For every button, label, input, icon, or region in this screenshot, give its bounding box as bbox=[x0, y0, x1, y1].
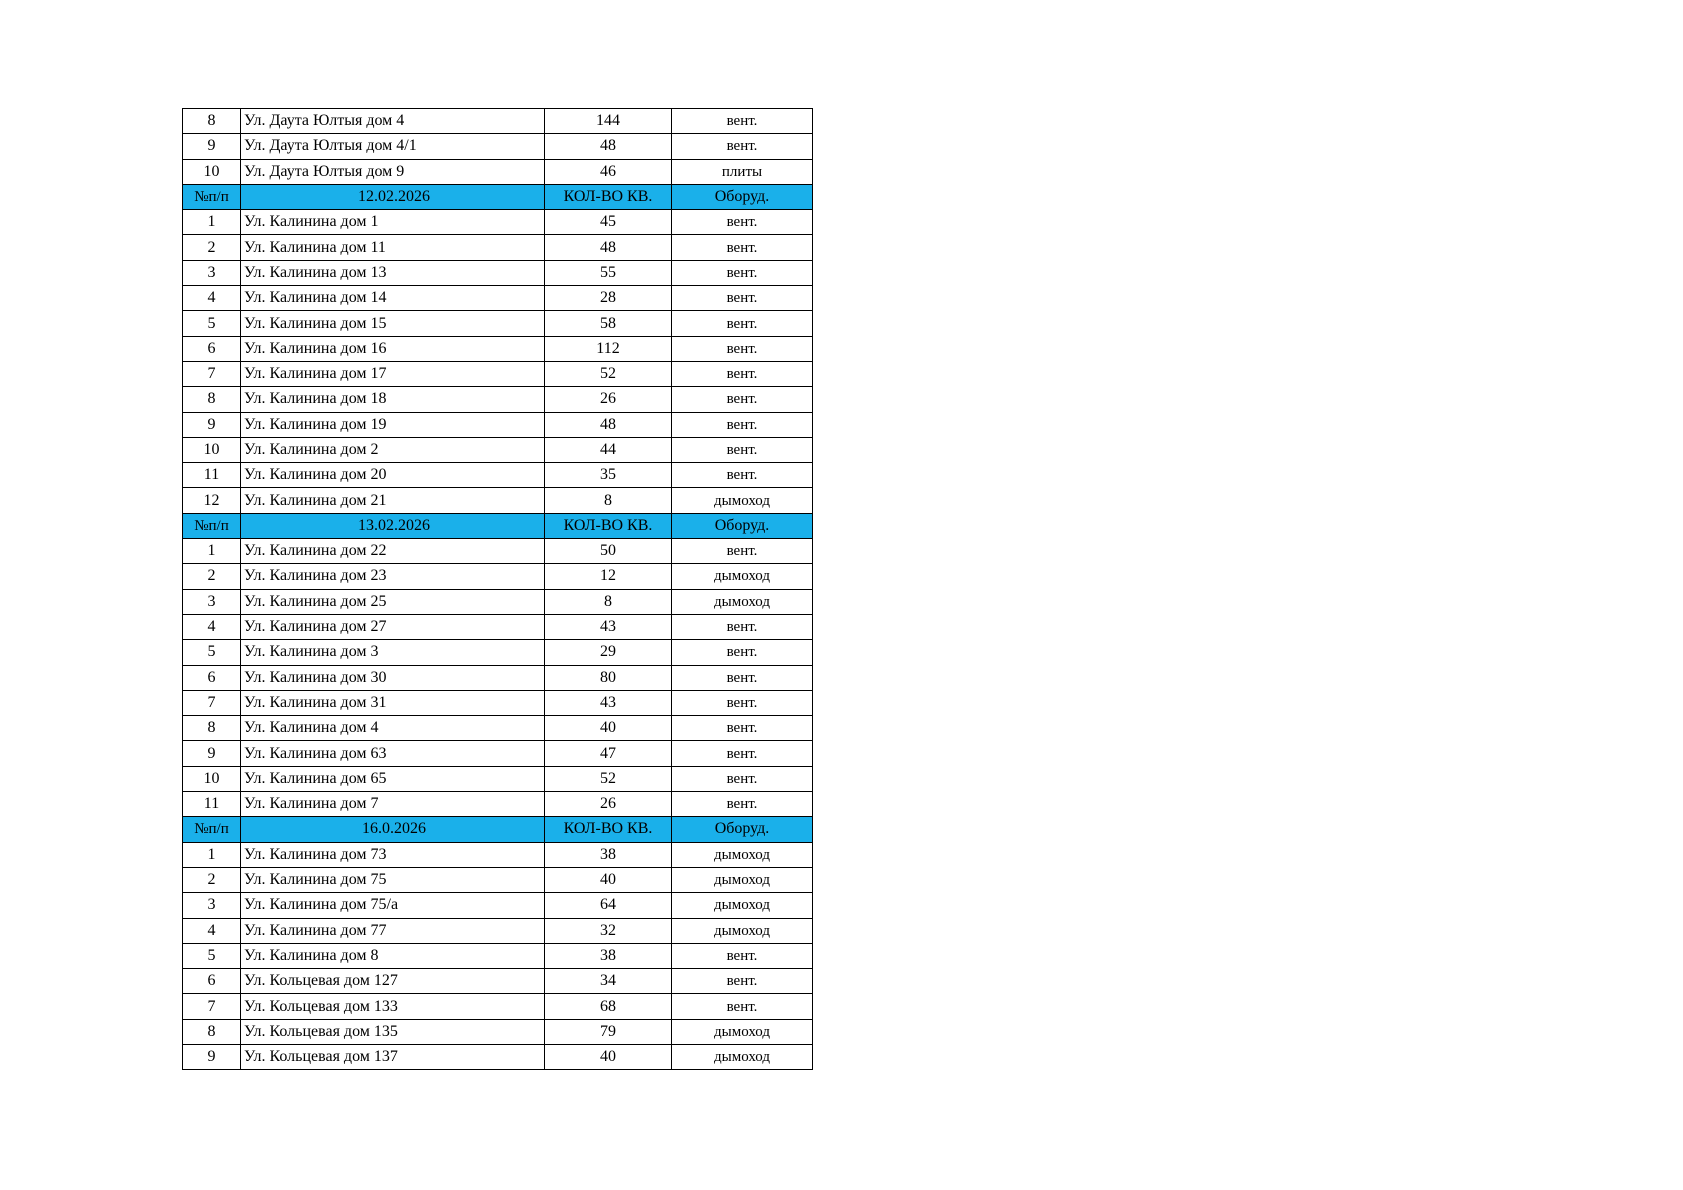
row-number-cell: 1 bbox=[183, 842, 241, 867]
address-cell: Ул. Калинина дом 15 bbox=[241, 311, 545, 336]
header-number-cell: №п/п bbox=[183, 513, 241, 538]
address-cell: Ул. Кольцевая дом 127 bbox=[241, 969, 545, 994]
header-quantity-cell: КОЛ-ВО КВ. bbox=[545, 817, 672, 842]
apartment-count-cell: 64 bbox=[545, 893, 672, 918]
row-number-cell: 9 bbox=[183, 741, 241, 766]
table-row bbox=[183, 690, 813, 715]
table-row bbox=[183, 260, 813, 285]
table-row bbox=[183, 640, 813, 665]
address-cell: Ул. Калинина дом 2 bbox=[241, 437, 545, 462]
equipment-cell: вент. bbox=[672, 134, 813, 159]
row-number-cell: 9 bbox=[183, 412, 241, 437]
address-cell: Ул. Калинина дом 4 bbox=[241, 716, 545, 741]
row-number-cell: 1 bbox=[183, 210, 241, 235]
row-number-cell: 1 bbox=[183, 539, 241, 564]
apartment-count-cell: 80 bbox=[545, 665, 672, 690]
apartment-count-cell: 29 bbox=[545, 640, 672, 665]
table-row bbox=[183, 311, 813, 336]
date-header-row bbox=[183, 513, 813, 538]
equipment-cell: вент. bbox=[672, 716, 813, 741]
row-number-cell: 6 bbox=[183, 336, 241, 361]
equipment-cell: вент. bbox=[672, 463, 813, 488]
apartment-count-cell: 38 bbox=[545, 842, 672, 867]
apartment-count-cell: 34 bbox=[545, 969, 672, 994]
header-equipment-cell: Оборуд. bbox=[672, 513, 813, 538]
header-quantity-cell: КОЛ-ВО КВ. bbox=[545, 184, 672, 209]
address-cell: Ул. Калинина дом 19 bbox=[241, 412, 545, 437]
row-number-cell: 2 bbox=[183, 235, 241, 260]
equipment-cell: вент. bbox=[672, 792, 813, 817]
header-number-cell: №п/п bbox=[183, 184, 241, 209]
table-row bbox=[183, 564, 813, 589]
apartment-count-cell: 48 bbox=[545, 134, 672, 159]
table-row bbox=[183, 286, 813, 311]
apartment-count-cell: 32 bbox=[545, 918, 672, 943]
apartment-count-cell: 38 bbox=[545, 943, 672, 968]
row-number-cell: 5 bbox=[183, 311, 241, 336]
header-date-cell: 13.02.2026 bbox=[241, 513, 545, 538]
table-row bbox=[183, 792, 813, 817]
address-cell: Ул. Калинина дом 75 bbox=[241, 867, 545, 892]
apartment-count-cell: 58 bbox=[545, 311, 672, 336]
apartment-count-cell: 26 bbox=[545, 387, 672, 412]
row-number-cell: 3 bbox=[183, 893, 241, 918]
apartment-count-cell: 68 bbox=[545, 994, 672, 1019]
address-cell: Ул. Калинина дом 1 bbox=[241, 210, 545, 235]
row-number-cell: 4 bbox=[183, 918, 241, 943]
row-number-cell: 11 bbox=[183, 463, 241, 488]
apartment-count-cell: 48 bbox=[545, 412, 672, 437]
apartment-count-cell: 26 bbox=[545, 792, 672, 817]
address-cell: Ул. Калинина дом 21 bbox=[241, 488, 545, 513]
row-number-cell: 8 bbox=[183, 387, 241, 412]
address-cell: Ул. Калинина дом 7 bbox=[241, 792, 545, 817]
apartment-count-cell: 12 bbox=[545, 564, 672, 589]
equipment-cell: вент. bbox=[672, 210, 813, 235]
address-cell: Ул. Калинина дом 18 bbox=[241, 387, 545, 412]
apartment-count-cell: 44 bbox=[545, 437, 672, 462]
table-row bbox=[183, 412, 813, 437]
row-number-cell: 8 bbox=[183, 109, 241, 134]
apartment-count-cell: 40 bbox=[545, 1044, 672, 1069]
table-row bbox=[183, 463, 813, 488]
address-cell: Ул. Калинина дом 31 bbox=[241, 690, 545, 715]
date-header-row bbox=[183, 184, 813, 209]
address-cell: Ул. Калинина дом 13 bbox=[241, 260, 545, 285]
equipment-cell: вент. bbox=[672, 260, 813, 285]
table-row bbox=[183, 1019, 813, 1044]
table-row bbox=[183, 842, 813, 867]
address-cell: Ул. Калинина дом 14 bbox=[241, 286, 545, 311]
address-cell: Ул. Калинина дом 30 bbox=[241, 665, 545, 690]
apartment-count-cell: 8 bbox=[545, 488, 672, 513]
address-cell: Ул. Калинина дом 11 bbox=[241, 235, 545, 260]
equipment-cell: вент. bbox=[672, 109, 813, 134]
row-number-cell: 7 bbox=[183, 994, 241, 1019]
address-cell: Ул. Калинина дом 22 bbox=[241, 539, 545, 564]
table-row bbox=[183, 210, 813, 235]
apartment-count-cell: 112 bbox=[545, 336, 672, 361]
address-cell: Ул. Калинина дом 25 bbox=[241, 589, 545, 614]
equipment-cell: плиты bbox=[672, 159, 813, 184]
equipment-cell: вент. bbox=[672, 412, 813, 437]
header-equipment-cell: Оборуд. bbox=[672, 817, 813, 842]
table-row bbox=[183, 109, 813, 134]
table-row bbox=[183, 1044, 813, 1069]
table-row bbox=[183, 336, 813, 361]
row-number-cell: 7 bbox=[183, 361, 241, 386]
equipment-cell: дымоход bbox=[672, 1019, 813, 1044]
row-number-cell: 5 bbox=[183, 640, 241, 665]
table-row bbox=[183, 994, 813, 1019]
address-cell: Ул. Кольцевая дом 133 bbox=[241, 994, 545, 1019]
row-number-cell: 3 bbox=[183, 589, 241, 614]
equipment-cell: вент. bbox=[672, 690, 813, 715]
equipment-cell: вент. bbox=[672, 361, 813, 386]
row-number-cell: 3 bbox=[183, 260, 241, 285]
address-cell: Ул. Кольцевая дом 135 bbox=[241, 1019, 545, 1044]
header-number-cell: №п/п bbox=[183, 817, 241, 842]
apartment-count-cell: 8 bbox=[545, 589, 672, 614]
apartment-count-cell: 40 bbox=[545, 716, 672, 741]
address-cell: Ул. Калинина дом 75/а bbox=[241, 893, 545, 918]
address-cell: Ул. Калинина дом 16 bbox=[241, 336, 545, 361]
equipment-cell: вент. bbox=[672, 437, 813, 462]
row-number-cell: 11 bbox=[183, 792, 241, 817]
address-cell: Ул. Калинина дом 17 bbox=[241, 361, 545, 386]
equipment-cell: дымоход bbox=[672, 564, 813, 589]
address-cell: Ул. Калинина дом 8 bbox=[241, 943, 545, 968]
address-cell: Ул. Даута Юлтыя дом 4 bbox=[241, 109, 545, 134]
apartment-count-cell: 47 bbox=[545, 741, 672, 766]
row-number-cell: 10 bbox=[183, 437, 241, 462]
apartment-count-cell: 55 bbox=[545, 260, 672, 285]
equipment-cell: дымоход bbox=[672, 842, 813, 867]
row-number-cell: 2 bbox=[183, 867, 241, 892]
table-row bbox=[183, 893, 813, 918]
schedule-table bbox=[182, 108, 813, 1070]
equipment-cell: вент. bbox=[672, 640, 813, 665]
equipment-cell: вент. bbox=[672, 387, 813, 412]
row-number-cell: 10 bbox=[183, 766, 241, 791]
equipment-cell: вент. bbox=[672, 539, 813, 564]
apartment-count-cell: 50 bbox=[545, 539, 672, 564]
row-number-cell: 8 bbox=[183, 716, 241, 741]
equipment-cell: вент. bbox=[672, 614, 813, 639]
address-cell: Ул. Калинина дом 3 bbox=[241, 640, 545, 665]
apartment-count-cell: 52 bbox=[545, 361, 672, 386]
table-row bbox=[183, 614, 813, 639]
equipment-cell: дымоход bbox=[672, 488, 813, 513]
table-row bbox=[183, 589, 813, 614]
equipment-cell: дымоход bbox=[672, 867, 813, 892]
apartment-count-cell: 45 bbox=[545, 210, 672, 235]
address-cell: Ул. Даута Юлтыя дом 4/1 bbox=[241, 134, 545, 159]
apartment-count-cell: 144 bbox=[545, 109, 672, 134]
table-row bbox=[183, 716, 813, 741]
header-date-cell: 12.02.2026 bbox=[241, 184, 545, 209]
apartment-count-cell: 48 bbox=[545, 235, 672, 260]
address-cell: Ул. Калинина дом 73 bbox=[241, 842, 545, 867]
equipment-cell: дымоход bbox=[672, 589, 813, 614]
apartment-count-cell: 43 bbox=[545, 690, 672, 715]
header-quantity-cell: КОЛ-ВО КВ. bbox=[545, 513, 672, 538]
address-cell: Ул. Калинина дом 63 bbox=[241, 741, 545, 766]
row-number-cell: 9 bbox=[183, 134, 241, 159]
row-number-cell: 8 bbox=[183, 1019, 241, 1044]
table-row bbox=[183, 159, 813, 184]
table-row bbox=[183, 918, 813, 943]
row-number-cell: 12 bbox=[183, 488, 241, 513]
table-row bbox=[183, 969, 813, 994]
table-row bbox=[183, 665, 813, 690]
header-date-cell: 16.0.2026 bbox=[241, 817, 545, 842]
table-row bbox=[183, 867, 813, 892]
schedule-table-body bbox=[183, 109, 813, 1070]
address-cell: Ул. Калинина дом 27 bbox=[241, 614, 545, 639]
apartment-count-cell: 35 bbox=[545, 463, 672, 488]
equipment-cell: дымоход bbox=[672, 1044, 813, 1069]
address-cell: Ул. Калинина дом 20 bbox=[241, 463, 545, 488]
apartment-count-cell: 46 bbox=[545, 159, 672, 184]
equipment-cell: вент. bbox=[672, 969, 813, 994]
apartment-count-cell: 28 bbox=[545, 286, 672, 311]
row-number-cell: 6 bbox=[183, 665, 241, 690]
equipment-cell: дымоход bbox=[672, 918, 813, 943]
table-row bbox=[183, 488, 813, 513]
table-row bbox=[183, 361, 813, 386]
table-row bbox=[183, 741, 813, 766]
table-row bbox=[183, 766, 813, 791]
address-cell: Ул. Калинина дом 77 bbox=[241, 918, 545, 943]
equipment-cell: вент. bbox=[672, 766, 813, 791]
table-row bbox=[183, 539, 813, 564]
equipment-cell: дымоход bbox=[672, 893, 813, 918]
row-number-cell: 4 bbox=[183, 286, 241, 311]
table-row bbox=[183, 134, 813, 159]
row-number-cell: 4 bbox=[183, 614, 241, 639]
address-cell: Ул. Калинина дом 65 bbox=[241, 766, 545, 791]
equipment-cell: вент. bbox=[672, 311, 813, 336]
row-number-cell: 2 bbox=[183, 564, 241, 589]
address-cell: Ул. Даута Юлтыя дом 9 bbox=[241, 159, 545, 184]
row-number-cell: 7 bbox=[183, 690, 241, 715]
equipment-cell: вент. bbox=[672, 741, 813, 766]
table-row bbox=[183, 437, 813, 462]
header-equipment-cell: Оборуд. bbox=[672, 184, 813, 209]
equipment-cell: вент. bbox=[672, 286, 813, 311]
apartment-count-cell: 43 bbox=[545, 614, 672, 639]
equipment-cell: вент. bbox=[672, 336, 813, 361]
equipment-cell: вент. bbox=[672, 665, 813, 690]
equipment-cell: вент. bbox=[672, 235, 813, 260]
row-number-cell: 9 bbox=[183, 1044, 241, 1069]
table-row bbox=[183, 943, 813, 968]
apartment-count-cell: 52 bbox=[545, 766, 672, 791]
table-row bbox=[183, 235, 813, 260]
address-cell: Ул. Кольцевая дом 137 bbox=[241, 1044, 545, 1069]
date-header-row bbox=[183, 817, 813, 842]
equipment-cell: вент. bbox=[672, 943, 813, 968]
row-number-cell: 5 bbox=[183, 943, 241, 968]
row-number-cell: 6 bbox=[183, 969, 241, 994]
apartment-count-cell: 40 bbox=[545, 867, 672, 892]
equipment-cell: вент. bbox=[672, 994, 813, 1019]
table-row bbox=[183, 387, 813, 412]
apartment-count-cell: 79 bbox=[545, 1019, 672, 1044]
address-cell: Ул. Калинина дом 23 bbox=[241, 564, 545, 589]
row-number-cell: 10 bbox=[183, 159, 241, 184]
